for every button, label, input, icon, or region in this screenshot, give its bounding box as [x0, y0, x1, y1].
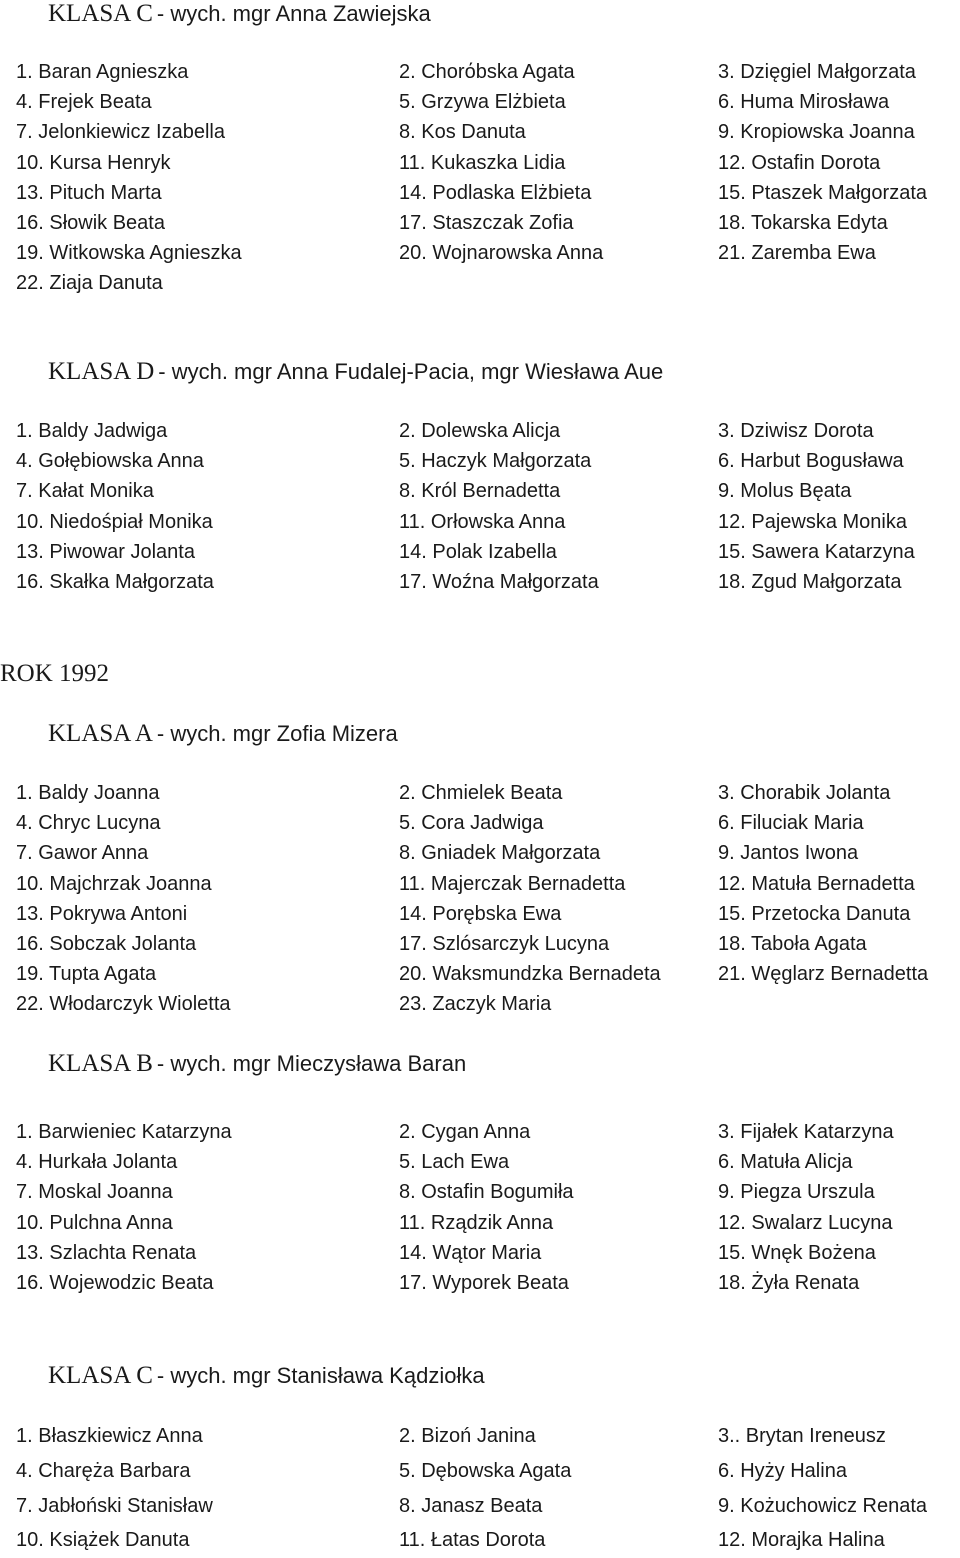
student-entry: 9. Piegza Urszula: [718, 1181, 875, 1204]
student-entry: 10. Pulchna Anna: [16, 1211, 173, 1234]
student-entry: 10. Niedośpiał Monika: [16, 510, 213, 533]
student-entry: 8. Król Bernadetta: [399, 480, 561, 503]
student-entry: 17. Staszczak Zofia: [399, 211, 574, 234]
student-entry: 9. Jantos Iwona: [718, 842, 859, 865]
student-entry: 17. Woźna Małgorzata: [399, 570, 599, 593]
student-entry: 5. Dębowska Agata: [399, 1459, 572, 1482]
student-entry: 16. Wojewodzic Beata: [16, 1271, 214, 1294]
student-entry: 1. Baldy Joanna: [16, 782, 160, 804]
student-entry: 14. Podlaska Elżbieta: [399, 181, 592, 204]
student-entry: 21. Zaremba Ewa: [718, 242, 876, 265]
student-entry: 6. Harbut Bogusława: [718, 450, 904, 473]
student-entry: 7. Moskal Joanna: [16, 1181, 173, 1204]
student-entry: 2. Dolewska Alicja: [399, 420, 561, 442]
student-entry: 15. Wnęk Bożena: [718, 1241, 876, 1264]
student-entry: 22. Włodarczyk Wioletta: [16, 993, 231, 1016]
student-entry: 5. Lach Ewa: [399, 1151, 510, 1174]
student-entry: 10. Kursa Henryk: [16, 151, 171, 174]
class-name: KLASA C: [48, 1362, 153, 1389]
student-entry: 13. Szlachta Renata: [16, 1241, 197, 1264]
student-entry: 17. Wyporek Beata: [399, 1271, 569, 1294]
student-entry: 3.. Brytan Ireneusz: [718, 1425, 886, 1447]
student-entry: 20. Wojnarowska Anna: [399, 242, 604, 265]
student-entry: 1. Baran Agnieszka: [16, 61, 189, 83]
student-entry: 13. Pokrywa Antoni: [16, 902, 188, 925]
student-entry: 4. Charęża Barbara: [16, 1459, 191, 1482]
student-entry: 6. Hyży Halina: [718, 1459, 847, 1482]
student-entry: 1. Barwieniec Katarzyna: [16, 1121, 232, 1143]
student-entry: 16. Skałka Małgorzata: [16, 570, 214, 593]
student-entry: 5. Cora Jadwiga: [399, 812, 544, 835]
student-entry: 8. Janasz Beata: [399, 1494, 543, 1517]
student-entry: 1. Błaszkiewicz Anna: [16, 1425, 203, 1447]
section-heading: [48, 1051, 466, 1076]
student-entry: 6. Huma Mirosława: [718, 91, 890, 114]
student-entry: 3. Fijałek Katarzyna: [718, 1121, 894, 1143]
student-entry: 8. Ostafin Bogumiła: [399, 1181, 574, 1204]
student-entry: 23. Zaczyk Maria: [399, 993, 552, 1016]
student-entry: 7. Jelonkiewicz Izabella: [16, 121, 225, 144]
homeroom-teacher: - wych. mgr Stanisława Kądziołka: [156, 1363, 485, 1388]
student-entry: 2. Chmielek Beata: [399, 782, 563, 804]
student-entry: 3. Dziwisz Dorota: [718, 420, 874, 442]
student-entry: 8. Kos Danuta: [399, 121, 526, 144]
student-entry: 11. Majerczak Bernadetta: [399, 872, 626, 895]
class-name: KLASA C: [48, 0, 153, 27]
homeroom-teacher: - wych. mgr Zofia Mizera: [156, 721, 398, 746]
student-entry: 10. Książek Danuta: [16, 1529, 190, 1552]
student-entry: 3. Chorabik Jolanta: [718, 782, 891, 804]
section-heading: [48, 1363, 485, 1388]
homeroom-teacher: - wych. mgr Anna Fudalej-Pacia, mgr Wiesława Aue: [158, 359, 664, 384]
year-heading: ROK 1992: [0, 660, 110, 687]
student-entry: 12. Swalarz Lucyna: [718, 1211, 893, 1234]
student-entry: 2. Chorόbska Agata: [399, 61, 575, 83]
student-entry: 14. Polak Izabella: [399, 540, 557, 563]
student-entry: 13. Piwowar Jolanta: [16, 540, 195, 563]
student-entry: 8. Gniadek Małgorzata: [399, 842, 601, 865]
student-entry: 15. Przetocka Danuta: [718, 902, 911, 925]
student-entry: 18. Żyła Renata: [718, 1271, 860, 1294]
student-entry: 18. Taboła Agata: [718, 932, 867, 955]
student-entry: 19. Tupta Agata: [16, 963, 157, 986]
student-entry: 7. Jabłoński Stanisław: [16, 1494, 213, 1517]
student-entry: 4. Chryc Lucyna: [16, 812, 161, 835]
student-entry: 13. Pituch Marta: [16, 181, 162, 204]
student-entry: 10. Majchrzak Joanna: [16, 872, 212, 895]
student-entry: 7. Gawor Anna: [16, 842, 149, 865]
class-name: KLASA A: [48, 720, 153, 747]
student-entry: 12. Matuła Bernadetta: [718, 872, 915, 895]
student-entry: 7. Kałat Monika: [16, 480, 154, 503]
student-entry: 12. Pajewska Monika: [718, 510, 907, 533]
student-entry: 18. Zgud Małgorzata: [718, 570, 902, 593]
student-entry: 15. Sawera Katarzyna: [718, 540, 915, 563]
section-heading: [48, 721, 398, 746]
homeroom-teacher: - wych. mgr Mieczysława Baran: [156, 1051, 467, 1076]
student-entry: 9. Kożuchowicz Renata: [718, 1494, 928, 1517]
student-entry: 22. Ziaja Danuta: [16, 272, 163, 295]
student-entry: 9. Molus Bęata: [718, 480, 852, 503]
student-entry: 4. Frejek Beata: [16, 91, 152, 114]
homeroom-teacher: - wych. mgr Anna Zawiejska: [156, 1, 431, 26]
student-entry: 11. Orłowska Anna: [399, 510, 566, 533]
student-entry: 17. Szlósarczyk Lucyna: [399, 932, 610, 955]
student-entry: 2. Bizoń Janina: [399, 1425, 536, 1447]
student-entry: 14. Porębska Ewa: [399, 902, 562, 925]
student-entry: 9. Kropiowska Joanna: [718, 121, 915, 144]
student-entry: 19. Witkowska Agnieszka: [16, 242, 242, 265]
student-entry: 16. Słowik Beata: [16, 211, 165, 234]
student-entry: 6. Matuła Alicja: [718, 1151, 853, 1174]
section-heading: [48, 359, 663, 384]
student-entry: 2. Cygan Anna: [399, 1121, 531, 1143]
student-entry: 5. Haczyk Małgorzata: [399, 450, 592, 473]
student-entry: 5. Grzywa Elżbieta: [399, 91, 566, 114]
student-entry: 1. Baldy Jadwiga: [16, 420, 168, 442]
student-entry: 11. Kukaszka Lidia: [399, 151, 566, 174]
student-entry: 14. Wątor Maria: [399, 1241, 542, 1264]
class-name: KLASA B: [48, 1050, 153, 1077]
student-entry: 16. Sobczak Jolanta: [16, 932, 197, 955]
student-entry: 11. Rządzik Anna: [399, 1211, 554, 1234]
student-entry: 6. Filuciak Maria: [718, 812, 864, 835]
student-entry: 20. Waksmundzka Bernadeta: [399, 963, 661, 986]
student-entry: 21. Węglarz Bernadetta: [718, 963, 929, 986]
student-entry: 3. Dzięgiel Małgorzata: [718, 61, 916, 83]
student-entry: 4. Hurkała Jolanta: [16, 1151, 178, 1174]
student-entry: 12. Morajka Halina: [718, 1529, 885, 1552]
student-entry: 4. Gołębiowska Anna: [16, 450, 204, 473]
student-entry: 12. Ostafin Dorota: [718, 151, 881, 174]
student-entry: 15. Ptaszek Małgorzata: [718, 181, 927, 204]
student-entry: 11. Łatas Dorota: [399, 1529, 546, 1552]
student-entry: 18. Tokarska Edyta: [718, 211, 888, 234]
section-heading: [48, 1, 431, 26]
class-name: KLASA D: [48, 358, 155, 385]
